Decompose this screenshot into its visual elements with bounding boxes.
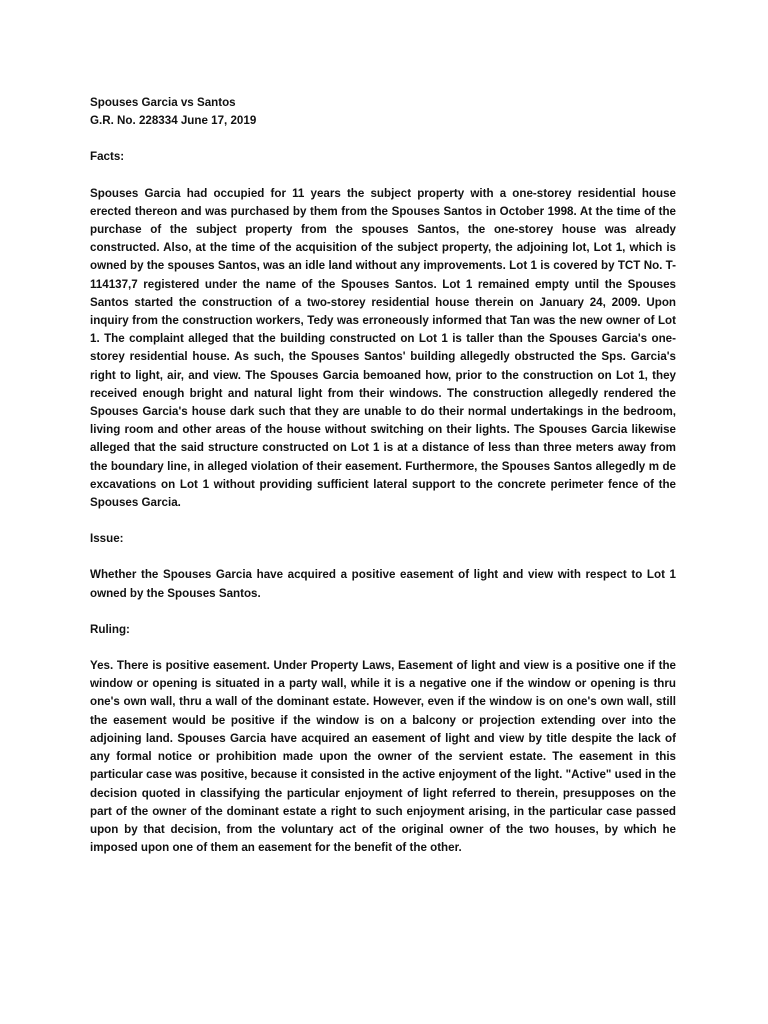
issue-heading: Issue:: [90, 532, 124, 546]
ruling-paragraph: Yes. There is positive easement. Under Property Laws, Easement of light and view is a positive one if the window or opening is situated in a party wall, while it is a negative one if the window or opening is thru one's own wall, thru a wall of the dominant estate. However, even if the window is on one's own wall, still the easement would be positive if the window is on a balcony or projection extending over into the adjoining land. Spouses Garcia have acquired an easement of light and view by title despite the lack of any formal notice or prohibition made upon the owner of the servient estate. The easement in this particular case was positive, because it consisted in the active enjoyment of the light. "Active" used in the decision quoted in classifying the particular enjoyment of light referred to therein, presupposes on the part of the owner of the dominant estate a right to such enjoyment arising, in the particular case passed upon by that decision, from the voluntary act of the original owner of the two houses, by which he imposed upon one of them an easement for the benefit of the other.: [90, 659, 676, 855]
ruling-heading: Ruling:: [90, 622, 130, 636]
document-page: [90, 94, 676, 857]
case-reference: G.R. No. 228334 June 17, 2019: [90, 114, 257, 128]
issue-paragraph: Whether the Spouses Garcia have acquired a positive easement of light and view with respect to Lot 1 owned by the Spouses Santos.: [90, 568, 676, 600]
facts-paragraph: Spouses Garcia had occupied for 11 years the subject property with a one-storey residential house erected thereon and was purchased by them from the Spouses Santos in October 1998. At the time of the purchase of the subject property from the spouses Santos, the one-storey house was already constructed. Also, at the time of the acquisition of the subject property, the adjoining lot, Lot 1, which is owned by the spouses Santos, was an idle land without any improvements. Lot 1 is covered by TCT No. T-114137,7 registered under the name of the Spouses Santos. Lot 1 remained empty until the Spouses Santos started the construction of a two-storey residential house therein on January 24, 2009. Upon inquiry from the construction workers, Tedy was erroneously informed that Tan was the new owner of Lot 1. The complaint alleged that the building constructed on Lot 1 is taller than the Spouses Garcia's one-storey residential house. As such, the Spouses Santos' building allegedly obstructed the Sps. Garcia's right to light, air, and view. The Spouses Garcia bemoaned how, prior to the construction on Lot 1, they received enough bright and natural light from their windows. The construction allegedly rendered the Spouses Garcia's house dark such that they are unable to do their normal undertakings in the bedroom, living room and other areas of the house without switching on their lights. The Spouses Garcia likewise alleged that the said structure constructed on Lot 1 is at a distance of less than three meters away from the boundary line, in alleged violation of their easement. Furthermore, the Spouses Santos allegedly m de excavations on Lot 1 without providing sufficient lateral support to the concrete perimeter fence of the Spouses Garcia.: [90, 186, 676, 510]
facts-heading: Facts:: [90, 150, 125, 164]
case-title: Spouses Garcia vs Santos: [90, 96, 236, 109]
